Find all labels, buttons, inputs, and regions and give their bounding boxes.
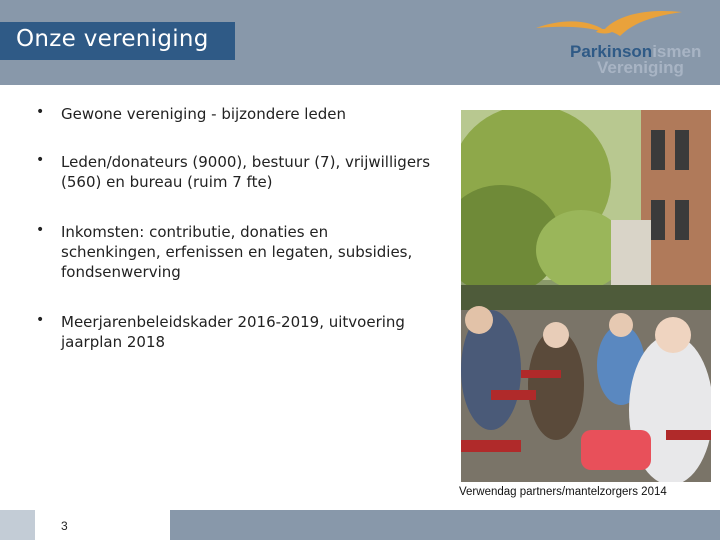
bullet-marker: • [36, 104, 45, 120]
parkinson-logo [530, 6, 716, 80]
bullet-marker: • [36, 312, 45, 328]
logo-text-line2: Vereniging [597, 58, 684, 77]
logo-word-parkinson: Parkinson [570, 42, 653, 61]
logo-word-suffix: ismen [652, 42, 702, 61]
title-bar [0, 22, 235, 60]
footer-page-box [35, 510, 170, 540]
bullet-marker: • [36, 152, 45, 168]
bird-icon [534, 6, 684, 46]
bullet-marker: • [36, 222, 45, 238]
bullet-text: Inkomsten: contributie, donaties en schenkingen, erfenissen en legaten, subsidies, fondsenwerving [61, 223, 413, 281]
bullet-text: Meerjarenbeleidskader 2016-2019, uitvoering jaarplan 2018 [61, 313, 405, 351]
group-photo [461, 110, 711, 482]
photo-caption: Verwendag partners/mantelzorgers 2014 [459, 486, 667, 498]
slide-title: Onze vereniging [16, 26, 209, 52]
bullet-text: Gewone vereniging - bijzondere leden [61, 105, 346, 123]
footer-accent [0, 510, 35, 540]
page-number: 3 [61, 519, 68, 533]
bullet-text: Leden/donateurs (9000), bestuur (7), vrijwilligers (560) en bureau (ruim 7 fte) [61, 153, 431, 191]
